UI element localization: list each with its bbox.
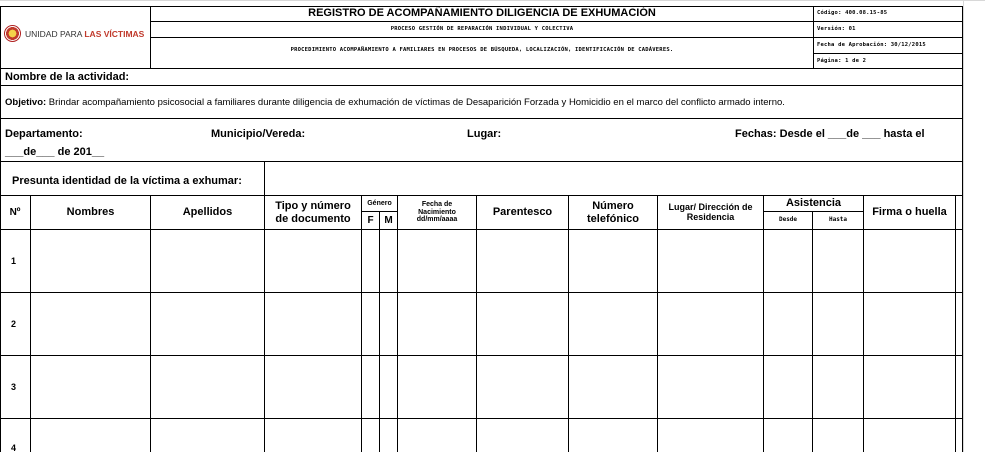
col-header-gender-m: M [384,215,393,226]
row-number: 2 [11,319,17,329]
process-name: PROCESO GESTIÓN DE REPARACIÓN INDIVIDUAL Y COLECTIVA [390,26,574,32]
place-label: Lugar: [467,128,502,140]
org-logo [4,25,144,42]
col-header-address [658,196,763,229]
col-header-from: Desde [778,216,798,224]
municipality-label: Municipio/Vereda: [211,128,306,140]
col-header-address-line2: Residencia [686,211,735,222]
col-header-surnames: Apellidos [182,206,233,219]
col-header-signature: Firma o huella [872,206,947,219]
col-header-relationship: Parentesco [492,206,553,219]
dates-label-continued: ___de___ de 201__ [5,146,105,158]
col-header-document [265,196,361,229]
col-header-document-line2: de documento [275,212,351,225]
activity-label: Nombre de la actividad: [5,71,130,83]
col-header-to: Hasta [828,216,848,224]
logo-text-accent: LAS VÍCTIMAS [84,28,145,39]
row-number: 4 [11,443,17,453]
victim-identity-label: Presunta identidad de la víctima a exhumar: [12,175,242,187]
col-header-names: Nombres [66,206,115,219]
col-header-attendance: Asistencia [785,197,842,210]
col-header-birthdate-line2: Nacimiento [418,208,456,216]
dates-label: Fechas: Desde el ___de ___ hasta el [735,128,925,140]
col-header-document-line1: Tipo y número [275,200,351,213]
approval-date: Fecha de Aprobación: 30/12/2015 [817,42,926,48]
document-version: Versión: 01 [817,26,856,32]
col-header-address-line1: Lugar/ Dirección de [668,201,753,212]
logo-text-prefix: UNIDAD PARA [25,28,85,39]
row-number: 1 [11,256,17,266]
col-header-birthdate-line3: dd/mm/aaaa [416,216,458,224]
col-header-gender: Género [367,199,392,207]
col-header-birthdate-line1: Fecha de [421,200,453,208]
col-header-number: Nº [9,207,21,218]
department-label: Departamento: [5,128,83,140]
document-code: Código: 400.08.15-85 [817,10,888,16]
coat-of-arms-icon [4,25,21,42]
col-header-gender-f: F [367,215,374,226]
form-title: REGISTRO DE ACOMPAÑAMIENTO DILIGENCIA DE EXHUMACIÓN [308,7,656,19]
page-number: Página: 1 de 2 [817,58,867,64]
procedure-name: PROCEDIMIENTO ACOMPAÑAMIENTO A FAMILIARES EN PROCESOS DE BÚSQUEDA, LOCALIZACIÓN, IDENTIFICACIÓN DE CADÁVERES. [290,47,674,53]
col-header-phone [569,196,657,229]
objective-text: Brindar acompañamiento psicosocial a familiares durante diligencia de exhumación de víctimas de Desaparición Forzada y Homicidio en el marco del conflicto armado interno. [46,97,785,108]
objective-label: Objetivo: [5,97,47,108]
col-header-phone-line1: Número [592,200,634,213]
objective [5,98,785,108]
row-number: 3 [11,382,17,392]
col-header-phone-line2: telefónico [587,212,639,225]
col-header-birthdate [398,196,476,229]
